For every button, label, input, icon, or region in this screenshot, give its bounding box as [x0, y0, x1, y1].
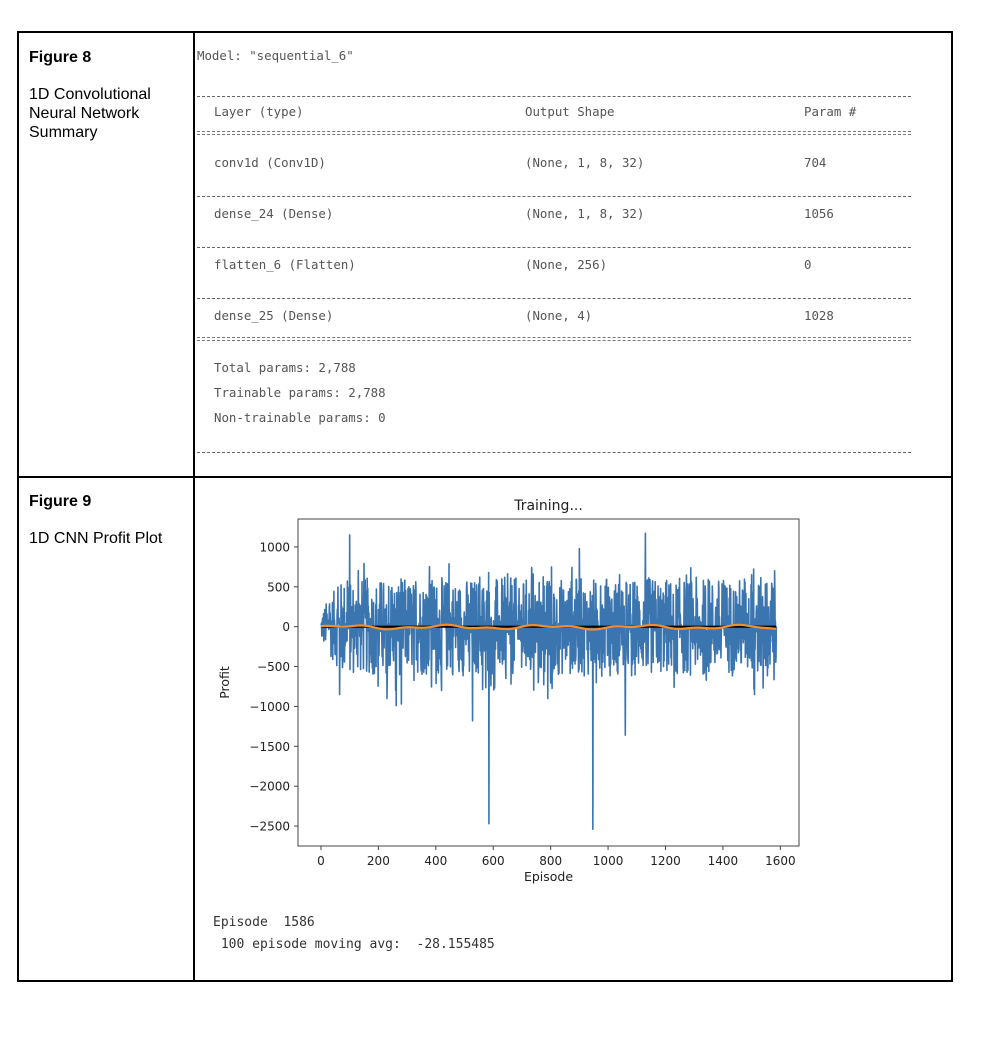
figure8-title: Figure 8: [29, 49, 92, 66]
summary-rule: [197, 298, 911, 299]
summary-double-rule: [197, 131, 911, 135]
total-params: Total params: 2,788: [214, 360, 356, 375]
summary-rule: [197, 196, 911, 197]
x-tick-label: 1400: [707, 854, 739, 868]
row-layer: flatten_6 (Flatten): [214, 257, 356, 272]
row-shape: (None, 4): [525, 308, 593, 323]
y-tick-label: 500: [267, 580, 290, 595]
figure8-label-cell: [29, 48, 189, 142]
row-layer: conv1d (Conv1D): [214, 155, 326, 170]
profit-chart: [200, 490, 820, 890]
x-axis-label: Episode: [523, 869, 574, 884]
figure9-title: Figure 9: [29, 493, 92, 510]
x-tick-label: 200: [366, 854, 390, 868]
profit-series-line: [321, 533, 776, 829]
row-params: 1056: [804, 206, 834, 221]
row-params: 0: [804, 257, 812, 272]
x-tick-label: 1200: [650, 854, 681, 868]
y-tick-label: −1500: [249, 739, 290, 754]
header-layer: Layer (type): [214, 104, 304, 119]
y-tick-label: −500: [257, 660, 290, 675]
header-params: Param #: [804, 104, 857, 119]
row-params: 1028: [804, 308, 834, 323]
summary-rule: [197, 96, 911, 97]
x-tick-label: 400: [424, 854, 448, 868]
summary-rule: [197, 247, 911, 248]
y-tick-label: −2000: [249, 779, 290, 794]
row-divider: [19, 476, 951, 478]
x-tick-label: 800: [539, 854, 563, 868]
x-tick-label: 0: [317, 854, 325, 868]
model-name-line: Model: "sequential_6": [197, 48, 354, 63]
figure8-caption: 1D Convolutional Neural Network Summary: [29, 86, 151, 141]
row-shape: (None, 1, 8, 32): [525, 155, 645, 170]
trainable-params: Trainable params: 2,788: [214, 385, 386, 400]
chart-title: Training...: [514, 498, 583, 514]
y-tick-label: 0: [282, 620, 290, 635]
episode-status: Episode 1586: [213, 915, 315, 930]
header-shape: Output Shape: [525, 104, 615, 119]
row-shape: (None, 1, 8, 32): [525, 206, 645, 221]
moving-avg-status: 100 episode moving avg: -28.155485: [213, 937, 495, 952]
y-tick-label: −1000: [249, 699, 290, 714]
row-shape: (None, 256): [525, 257, 608, 272]
x-tick-label: 1000: [592, 854, 624, 868]
y-axis-label: Profit: [217, 666, 232, 699]
row-layer: dense_24 (Dense): [214, 206, 334, 221]
figure9-label-cell: [29, 492, 189, 548]
summary-double-rule: [197, 337, 911, 341]
column-divider: [193, 33, 195, 980]
row-layer: dense_25 (Dense): [214, 308, 334, 323]
y-tick-label: 1000: [259, 540, 290, 555]
figure9-caption: 1D CNN Profit Plot: [29, 530, 163, 547]
row-params: 704: [804, 155, 827, 170]
summary-rule: [197, 452, 911, 453]
y-tick-label: −2500: [249, 819, 290, 834]
x-tick-label: 600: [481, 854, 505, 868]
x-tick-label: 1600: [765, 854, 796, 868]
non-trainable-params: Non-trainable params: 0: [214, 410, 386, 425]
